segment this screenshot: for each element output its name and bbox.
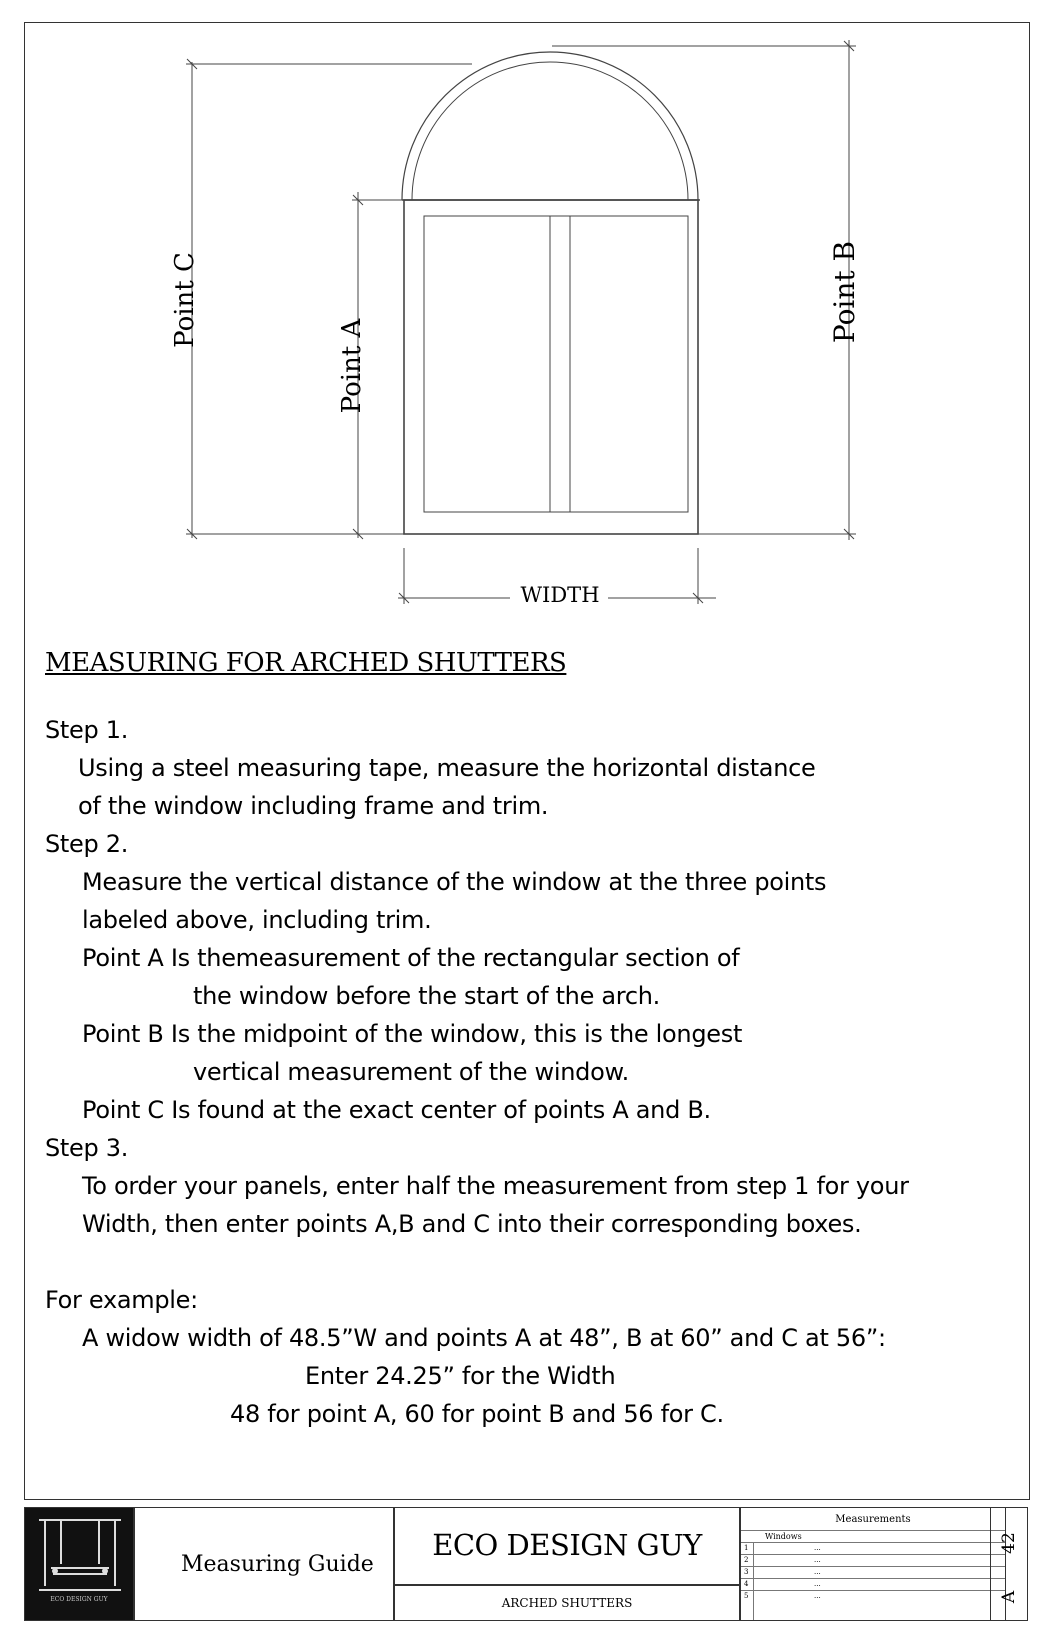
- measurement-rows: [741, 1542, 1005, 1620]
- guide-cell: [134, 1507, 394, 1621]
- step2-line1: Measure the vertical distance of the window at the three points: [82, 868, 827, 896]
- step3-title: Step 3.: [45, 1134, 129, 1162]
- arch-inner: [412, 62, 688, 200]
- example-title: For example:: [45, 1286, 198, 1314]
- point-b-desc-line2: vertical measurement of the window.: [193, 1058, 629, 1086]
- table-row: 4 ...: [741, 1578, 1005, 1591]
- logo-swing-icon: [25, 1508, 135, 1622]
- step2-title: Step 2.: [45, 830, 129, 858]
- title-block: [24, 1507, 1028, 1621]
- point-c-label: Point C: [170, 252, 200, 348]
- guide-label: Measuring Guide: [181, 1552, 374, 1577]
- left-pane: [424, 216, 550, 512]
- right-pane: [570, 216, 688, 512]
- step3-line2: Width, then enter points A,B and C into their corresponding boxes.: [82, 1210, 862, 1238]
- example-line1: A widow width of 48.5”W and points A at 48”, B at 60” and C at 56”:: [82, 1324, 886, 1352]
- window-frame: [404, 200, 698, 534]
- arched-window-diagram: [0, 0, 1056, 640]
- logo-text: ECO DESIGN GUY: [50, 1596, 108, 1603]
- point-b-desc-line1: Point B Is the midpoint of the window, this is the longest: [82, 1020, 743, 1048]
- table-row: 2 ...: [741, 1554, 1005, 1567]
- point-a-desc-line2: the window before the start of the arch.: [193, 982, 660, 1010]
- step1-line2: of the window including frame and trim.: [78, 792, 549, 820]
- subtitle: ARCHED SHUTTERS: [501, 1596, 633, 1610]
- company-cell: [394, 1507, 740, 1585]
- point-c-desc-line: Point C Is found at the exact center of points A and B.: [82, 1096, 711, 1124]
- sheet-letter: A: [999, 1590, 1019, 1604]
- table-row: 5 ...: [741, 1590, 1005, 1603]
- example-line3: 48 for point A, 60 for point B and 56 for C.: [230, 1400, 724, 1428]
- width-label: WIDTH: [520, 583, 600, 607]
- company-name: ECO DESIGN GUY: [432, 1528, 702, 1562]
- measurements-table: [740, 1507, 1006, 1621]
- step3-line1: To order your panels, enter half the measurement from step 1 for your: [82, 1172, 909, 1200]
- point-a-desc-line1: Point A Is themeasurement of the rectangular section of: [82, 944, 740, 972]
- center-mullion: [550, 216, 570, 512]
- table-row: 3 ...: [741, 1566, 1005, 1579]
- page-number: 42: [999, 1532, 1019, 1554]
- point-a-label: Point A: [337, 318, 367, 414]
- subtitle-cell: [394, 1585, 740, 1621]
- windows-header: Windows: [765, 1532, 802, 1541]
- table-row: 1 ...: [741, 1542, 1005, 1555]
- measurements-title: Measurements: [835, 1514, 911, 1525]
- logo: [24, 1507, 134, 1621]
- step1-line1: Using a steel measuring tape, measure the horizontal distance: [78, 754, 816, 782]
- example-line2: Enter 24.25” for the Width: [305, 1362, 616, 1390]
- arch-outer: [402, 52, 698, 200]
- step2-line2: labeled above, including trim.: [82, 906, 432, 934]
- point-b-label: Point B: [828, 240, 861, 344]
- page-number-cell: [990, 1507, 1028, 1621]
- step1-title: Step 1.: [45, 716, 129, 744]
- section-title: MEASURING FOR ARCHED SHUTTERS: [45, 648, 567, 678]
